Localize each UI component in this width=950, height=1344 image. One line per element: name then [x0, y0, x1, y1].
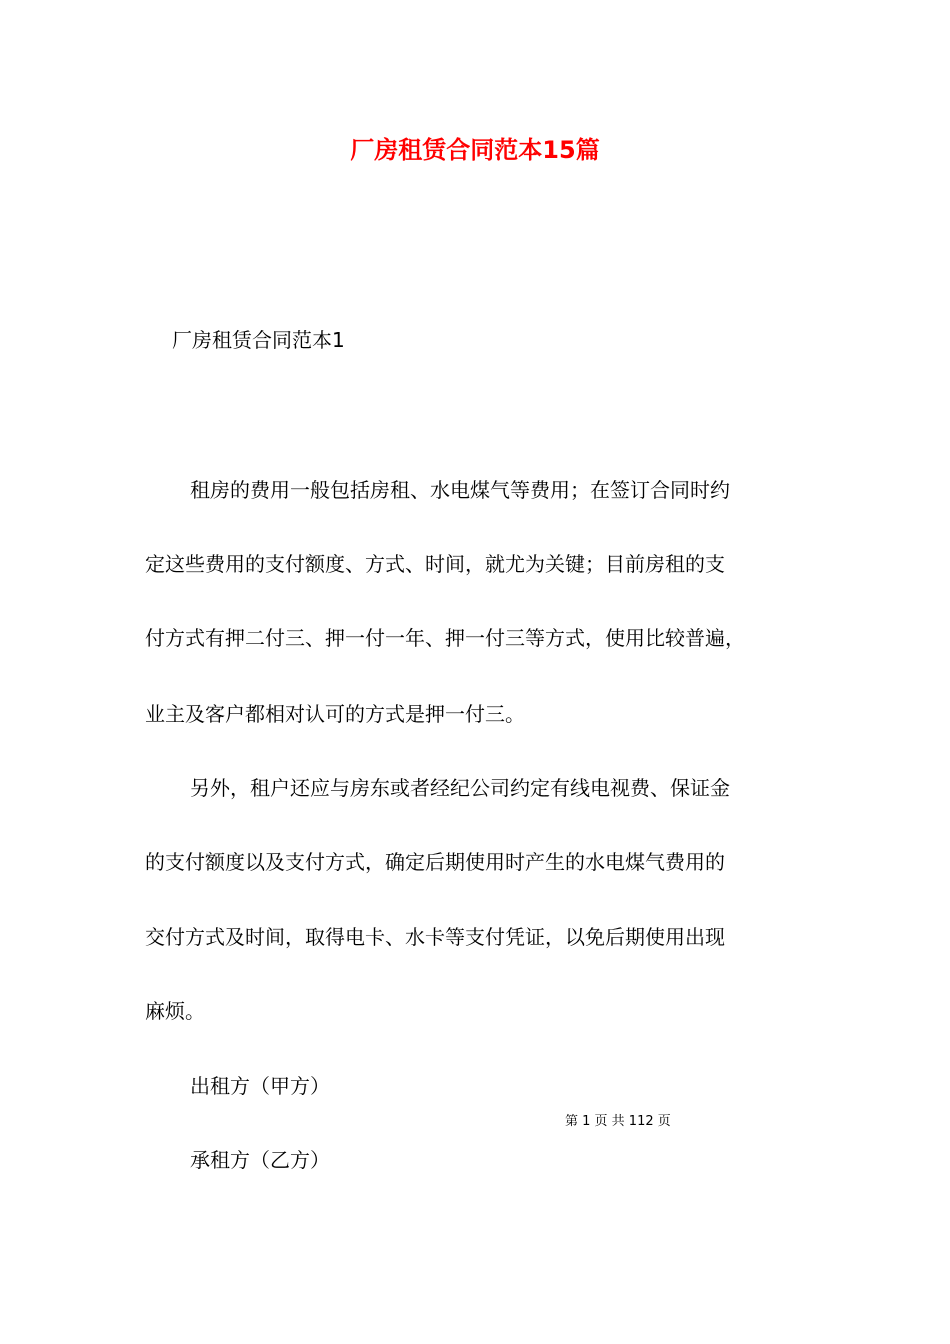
document-title: 厂房租赁合同范本15篇 [350, 136, 600, 164]
paragraph-2-line-2: 的支付额度以及支付方式，确定后期使用时产生的水电煤气费用的 [145, 850, 725, 874]
paragraph-1-line-2: 定这些费用的支付额度、方式、时间，就尤为关键；目前房租的支 [145, 552, 725, 576]
page-number-footer: 第 1 页 共 112 页 [565, 1114, 671, 1129]
paragraph-2-line-4: 麻烦。 [145, 999, 205, 1023]
paragraph-2-line-3: 交付方式及时间，取得电卡、水卡等支付凭证，以免后期使用出现 [145, 925, 725, 949]
paragraph-1-line-1: 租房的费用一般包括房租、水电煤气等费用；在签订合同时约 [190, 478, 730, 502]
lessee-party-label: 承租方（乙方） [190, 1148, 330, 1172]
paragraph-1-line-3: 付方式有押二付三、押一付一年、押一付三等方式，使用比较普遍， [145, 626, 745, 650]
paragraph-1-line-4: 业主及客户都相对认可的方式是押一付三。 [145, 702, 525, 726]
lessor-party-label: 出租方（甲方） [190, 1074, 330, 1098]
section-heading: 厂房租赁合同范本1 [172, 328, 345, 352]
paragraph-2-line-1: 另外，租户还应与房东或者经纪公司约定有线电视费、保证金 [190, 776, 730, 800]
